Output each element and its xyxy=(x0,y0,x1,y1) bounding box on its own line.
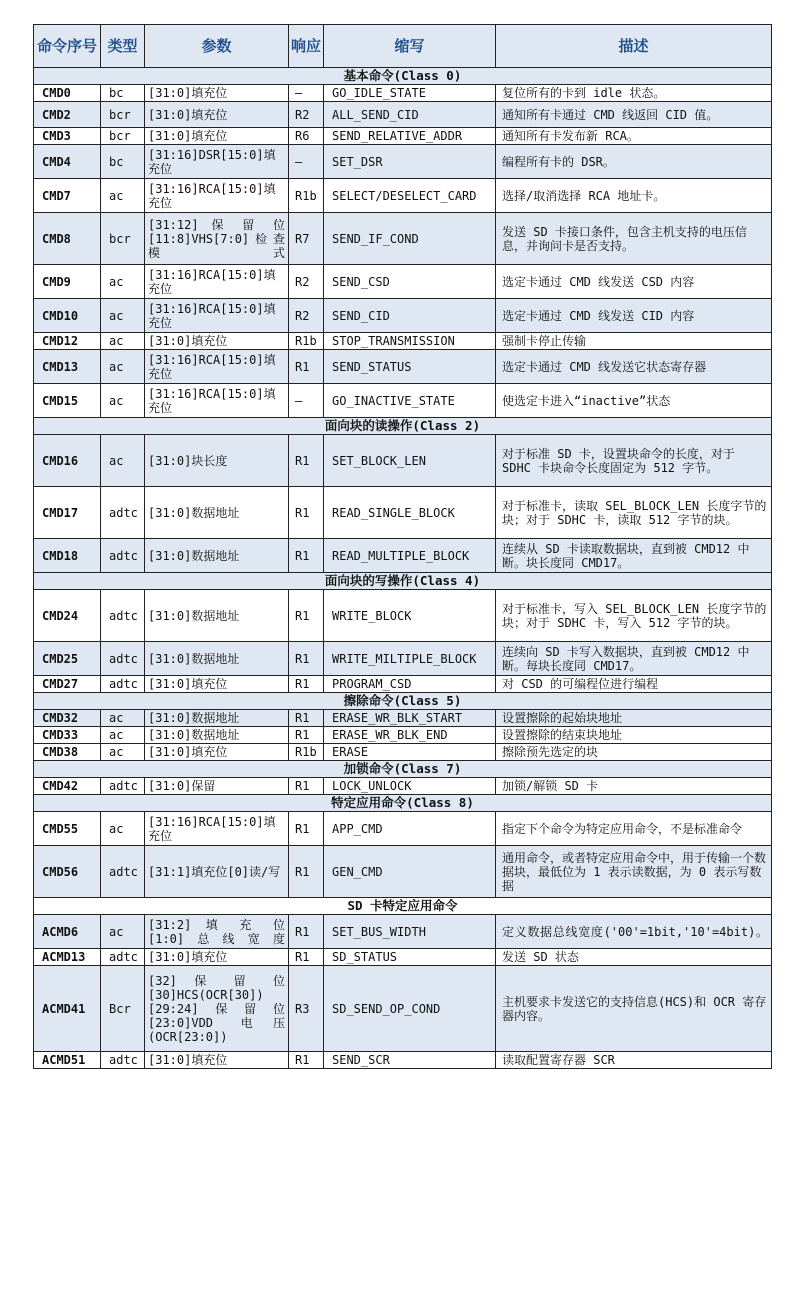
command-row xyxy=(34,128,772,145)
cell-param: [31:0]填充位 xyxy=(145,128,289,145)
cell-desc: 定义数据总线宽度('00'=1bit,'10'=4bit)。 xyxy=(496,915,772,949)
table-body xyxy=(34,68,772,1069)
cell-param: [31:0]填充位 xyxy=(145,744,289,761)
cell-type: adtc xyxy=(101,949,145,966)
cell-resp: R1 xyxy=(289,487,324,539)
cell-cmd: CMD32 xyxy=(34,710,101,727)
cell-resp: R1 xyxy=(289,350,324,384)
cell-param: [31:0]数据地址 xyxy=(145,727,289,744)
cell-type: adtc xyxy=(101,590,145,642)
cell-desc: 选定卡通过 CMD 线发送 CID 内容 xyxy=(496,299,772,333)
command-row xyxy=(34,778,772,795)
sd-command-table xyxy=(33,24,772,1069)
cell-abbr: SD_STATUS xyxy=(324,949,496,966)
cell-type: ac xyxy=(101,435,145,487)
cell-desc: 对于标准 SD 卡，设置块命令的长度，对于 SDHC 卡块命令长度固定为 512 字节。 xyxy=(496,435,772,487)
command-row xyxy=(34,299,772,333)
cell-cmd: CMD13 xyxy=(34,350,101,384)
cell-cmd: CMD3 xyxy=(34,128,101,145)
cell-desc: 对于标准卡，写入 SEL_BLOCK_LEN 长度字节的块；对于 SDHC 卡，写入 512 字节的块。 xyxy=(496,590,772,642)
cell-abbr: SD_SEND_OP_COND xyxy=(324,966,496,1052)
cell-abbr: SEND_RELATIVE_ADDR xyxy=(324,128,496,145)
section-header-row xyxy=(34,693,772,710)
cell-type: bcr xyxy=(101,128,145,145)
cell-resp: R1 xyxy=(289,710,324,727)
command-row xyxy=(34,642,772,676)
cell-param: [31:0]保留 xyxy=(145,778,289,795)
cell-desc: 指定下个命令为特定应用命令，不是标准命令 xyxy=(496,812,772,846)
command-row xyxy=(34,590,772,642)
cell-resp: R1 xyxy=(289,846,324,898)
cell-param: [31:16]RCA[15:0]填充位 xyxy=(145,384,289,418)
command-row xyxy=(34,710,772,727)
cell-resp: – xyxy=(289,384,324,418)
section-header-row xyxy=(34,68,772,85)
cell-desc: 主机要求卡发送它的支持信息(HCS)和 OCR 寄存器内容。 xyxy=(496,966,772,1052)
command-row xyxy=(34,915,772,949)
cell-param: [31:16]DSR[15:0]填充位 xyxy=(145,145,289,179)
cell-desc: 强制卡停止传输 xyxy=(496,333,772,350)
cell-param: [31:0]填充位 xyxy=(145,949,289,966)
cell-resp: R1b xyxy=(289,744,324,761)
cell-resp: R1b xyxy=(289,179,324,213)
table-header-row xyxy=(34,25,772,68)
cell-param: [31:16]RCA[15:0]填充位 xyxy=(145,350,289,384)
command-row xyxy=(34,333,772,350)
command-row xyxy=(34,727,772,744)
cell-param: [31:0]填充位 xyxy=(145,102,289,128)
cell-abbr: PROGRAM_CSD xyxy=(324,676,496,693)
cell-cmd: CMD10 xyxy=(34,299,101,333)
cell-cmd: CMD16 xyxy=(34,435,101,487)
cell-resp: R6 xyxy=(289,128,324,145)
cell-cmd: ACMD41 xyxy=(34,966,101,1052)
cell-abbr: LOCK_UNLOCK xyxy=(324,778,496,795)
cell-abbr: GEN_CMD xyxy=(324,846,496,898)
command-row xyxy=(34,846,772,898)
cell-type: adtc xyxy=(101,487,145,539)
command-row xyxy=(34,350,772,384)
cell-cmd: CMD15 xyxy=(34,384,101,418)
cell-resp: R1 xyxy=(289,778,324,795)
header-type: 类型 xyxy=(101,25,145,68)
cell-cmd: CMD2 xyxy=(34,102,101,128)
section-title: SD 卡特定应用命令 xyxy=(34,898,772,915)
cell-cmd: CMD27 xyxy=(34,676,101,693)
cell-resp: R1 xyxy=(289,676,324,693)
cell-cmd: CMD8 xyxy=(34,213,101,265)
cell-resp: R1 xyxy=(289,915,324,949)
cell-type: adtc xyxy=(101,778,145,795)
command-row xyxy=(34,949,772,966)
cell-resp: R3 xyxy=(289,966,324,1052)
cell-abbr: ERASE_WR_BLK_END xyxy=(324,727,496,744)
cell-param: [31:2] 填 充 位[1:0]总线宽度 xyxy=(145,915,289,949)
cell-desc: 通知所有卡发布新 RCA。 xyxy=(496,128,772,145)
cell-abbr: GO_IDLE_STATE xyxy=(324,85,496,102)
section-title: 特定应用命令(Class 8) xyxy=(34,795,772,812)
cell-type: ac xyxy=(101,179,145,213)
cell-cmd: ACMD13 xyxy=(34,949,101,966)
command-row xyxy=(34,102,772,128)
cell-type: ac xyxy=(101,812,145,846)
cell-type: bc xyxy=(101,145,145,179)
cell-cmd: ACMD6 xyxy=(34,915,101,949)
cell-abbr: READ_MULTIPLE_BLOCK xyxy=(324,539,496,573)
cell-desc: 通知所有卡通过 CMD 线返回 CID 值。 xyxy=(496,102,772,128)
cell-cmd: CMD55 xyxy=(34,812,101,846)
cell-resp: R1 xyxy=(289,727,324,744)
cell-abbr: SELECT/DESELECT_CARD xyxy=(324,179,496,213)
cell-resp: R2 xyxy=(289,265,324,299)
command-row xyxy=(34,265,772,299)
command-row xyxy=(34,676,772,693)
header-desc: 描述 xyxy=(496,25,772,68)
section-header-row xyxy=(34,573,772,590)
cell-type: adtc xyxy=(101,846,145,898)
header-cmd: 命令序号 xyxy=(34,25,101,68)
header-param: 参数 xyxy=(145,25,289,68)
cell-cmd: CMD12 xyxy=(34,333,101,350)
cell-abbr: ERASE_WR_BLK_START xyxy=(324,710,496,727)
section-header-row xyxy=(34,761,772,778)
cell-resp: R1 xyxy=(289,590,324,642)
sd-command-table-page xyxy=(33,24,771,1069)
cell-cmd: CMD9 xyxy=(34,265,101,299)
cell-resp: R1 xyxy=(289,435,324,487)
command-row xyxy=(34,213,772,265)
cell-type: adtc xyxy=(101,676,145,693)
cell-abbr: WRITE_MILTIPLE_BLOCK xyxy=(324,642,496,676)
command-row xyxy=(34,1052,772,1069)
cell-abbr: STOP_TRANSMISSION xyxy=(324,333,496,350)
cell-desc: 编程所有卡的 DSR。 xyxy=(496,145,772,179)
cell-desc: 设置擦除的起始块地址 xyxy=(496,710,772,727)
cell-param: [31:16]RCA[15:0]填充位 xyxy=(145,179,289,213)
cell-resp: R2 xyxy=(289,299,324,333)
cell-desc: 设置擦除的结束块地址 xyxy=(496,727,772,744)
cell-desc: 读取配置寄存器 SCR xyxy=(496,1052,772,1069)
cell-resp: R1 xyxy=(289,539,324,573)
cell-cmd: ACMD51 xyxy=(34,1052,101,1069)
cell-abbr: ERASE xyxy=(324,744,496,761)
cell-abbr: SEND_STATUS xyxy=(324,350,496,384)
cell-desc: 使选定卡进入“inactive”状态 xyxy=(496,384,772,418)
cell-param: [32] 保 留 位[30]HCS(OCR[30])[29:24]保留位[23:0]VDD 电压(OCR[23:0]) xyxy=(145,966,289,1052)
cell-cmd: CMD33 xyxy=(34,727,101,744)
cell-desc: 对于标准卡，读取 SEL_BLOCK_LEN 长度字节的块；对于 SDHC 卡，读取 512 字节的块。 xyxy=(496,487,772,539)
cell-type: ac xyxy=(101,915,145,949)
cell-cmd: CMD0 xyxy=(34,85,101,102)
cell-param: [31:0]填充位 xyxy=(145,333,289,350)
cell-abbr: SET_BUS_WIDTH xyxy=(324,915,496,949)
cell-param: [31:1]填充位[0]读/写 xyxy=(145,846,289,898)
command-row xyxy=(34,487,772,539)
cell-desc: 发送 SD 卡接口条件，包含主机支持的电压信息，并询问卡是否支持。 xyxy=(496,213,772,265)
cell-abbr: APP_CMD xyxy=(324,812,496,846)
cell-abbr: SET_DSR xyxy=(324,145,496,179)
cell-resp: R7 xyxy=(289,213,324,265)
command-row xyxy=(34,384,772,418)
header-resp: 响应 xyxy=(289,25,324,68)
command-row xyxy=(34,85,772,102)
cell-type: Bcr xyxy=(101,966,145,1052)
cell-type: bcr xyxy=(101,213,145,265)
cell-param: [31:0]数据地址 xyxy=(145,539,289,573)
cell-desc: 发送 SD 状态 xyxy=(496,949,772,966)
cell-param: [31:0]块长度 xyxy=(145,435,289,487)
command-row xyxy=(34,145,772,179)
cell-type: adtc xyxy=(101,1052,145,1069)
command-row xyxy=(34,812,772,846)
cell-abbr: SEND_CSD xyxy=(324,265,496,299)
cell-type: ac xyxy=(101,350,145,384)
cell-param: [31:16]RCA[15:0]填充位 xyxy=(145,812,289,846)
cell-abbr: SEND_SCR xyxy=(324,1052,496,1069)
cell-abbr: ALL_SEND_CID xyxy=(324,102,496,128)
cell-cmd: CMD18 xyxy=(34,539,101,573)
cell-abbr: SEND_CID xyxy=(324,299,496,333)
cell-desc: 通用命令，或者特定应用命令中，用于传输一个数据块，最低位为 1 表示读数据，为 0 表示写数据 xyxy=(496,846,772,898)
cell-cmd: CMD24 xyxy=(34,590,101,642)
cell-abbr: GO_INACTIVE_STATE xyxy=(324,384,496,418)
cell-desc: 复位所有的卡到 idle 状态。 xyxy=(496,85,772,102)
cell-desc: 选择/取消选择 RCA 地址卡。 xyxy=(496,179,772,213)
cell-desc: 加锁/解锁 SD 卡 xyxy=(496,778,772,795)
cell-cmd: CMD25 xyxy=(34,642,101,676)
cell-type: ac xyxy=(101,727,145,744)
cell-param: [31:16]RCA[15:0]填充位 xyxy=(145,265,289,299)
cell-type: ac xyxy=(101,384,145,418)
section-title: 加锁命令(Class 7) xyxy=(34,761,772,778)
section-title: 面向块的读操作(Class 2) xyxy=(34,418,772,435)
cell-type: ac xyxy=(101,744,145,761)
cell-abbr: SET_BLOCK_LEN xyxy=(324,435,496,487)
cell-type: ac xyxy=(101,333,145,350)
cell-desc: 选定卡通过 CMD 线发送它状态寄存器 xyxy=(496,350,772,384)
cell-type: ac xyxy=(101,299,145,333)
header-abbr: 缩写 xyxy=(324,25,496,68)
cell-type: adtc xyxy=(101,642,145,676)
cell-type: bc xyxy=(101,85,145,102)
cell-abbr: WRITE_BLOCK xyxy=(324,590,496,642)
cell-cmd: CMD38 xyxy=(34,744,101,761)
section-header-row xyxy=(34,795,772,812)
cell-param: [31:0]填充位 xyxy=(145,676,289,693)
command-row xyxy=(34,539,772,573)
cell-resp: R1 xyxy=(289,812,324,846)
cell-resp: R1 xyxy=(289,642,324,676)
cell-param: [31:16]RCA[15:0]填充位 xyxy=(145,299,289,333)
cell-desc: 擦除预先选定的块 xyxy=(496,744,772,761)
cell-cmd: CMD56 xyxy=(34,846,101,898)
cell-param: [31:0]数据地址 xyxy=(145,642,289,676)
section-title: 基本命令(Class 0) xyxy=(34,68,772,85)
cell-desc: 连续向 SD 卡写入数据块，直到被 CMD12 中断。每块长度同 CMD17。 xyxy=(496,642,772,676)
cell-param: [31:0]数据地址 xyxy=(145,710,289,727)
cell-resp: – xyxy=(289,85,324,102)
cell-param: [31:12] 保 留 位[11:8]VHS[7:0]检查模式 xyxy=(145,213,289,265)
cell-cmd: CMD7 xyxy=(34,179,101,213)
command-row xyxy=(34,966,772,1052)
command-row xyxy=(34,435,772,487)
cell-type: bcr xyxy=(101,102,145,128)
cell-abbr: READ_SINGLE_BLOCK xyxy=(324,487,496,539)
cell-resp: R2 xyxy=(289,102,324,128)
cell-cmd: CMD4 xyxy=(34,145,101,179)
cell-param: [31:0]数据地址 xyxy=(145,590,289,642)
cell-cmd: CMD17 xyxy=(34,487,101,539)
cell-resp: R1 xyxy=(289,1052,324,1069)
cell-type: ac xyxy=(101,710,145,727)
cell-desc: 选定卡通过 CMD 线发送 CSD 内容 xyxy=(496,265,772,299)
cell-type: ac xyxy=(101,265,145,299)
cell-resp: – xyxy=(289,145,324,179)
cell-type: adtc xyxy=(101,539,145,573)
cell-desc: 连续从 SD 卡读取数据块，直到被 CMD12 中断。块长度同 CMD17。 xyxy=(496,539,772,573)
section-title: 擦除命令(Class 5) xyxy=(34,693,772,710)
command-row xyxy=(34,179,772,213)
section-title: 面向块的写操作(Class 4) xyxy=(34,573,772,590)
cell-param: [31:0]数据地址 xyxy=(145,487,289,539)
cell-param: [31:0]填充位 xyxy=(145,85,289,102)
cell-resp: R1b xyxy=(289,333,324,350)
cell-desc: 对 CSD 的可编程位进行编程 xyxy=(496,676,772,693)
command-row xyxy=(34,744,772,761)
section-header-row xyxy=(34,898,772,915)
cell-param: [31:0]填充位 xyxy=(145,1052,289,1069)
cell-cmd: CMD42 xyxy=(34,778,101,795)
cell-abbr: SEND_IF_COND xyxy=(324,213,496,265)
section-header-row xyxy=(34,418,772,435)
cell-resp: R1 xyxy=(289,949,324,966)
